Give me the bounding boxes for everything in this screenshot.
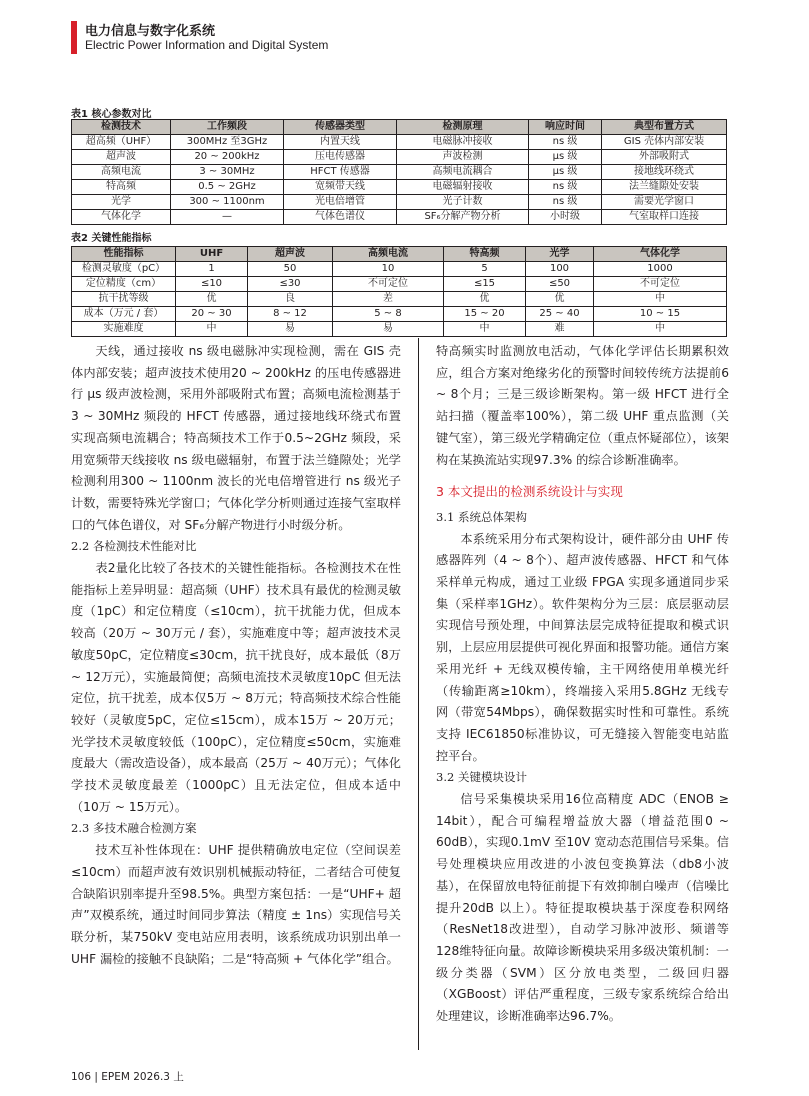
subsection-heading: 2.2 各检测技术性能对比 bbox=[71, 539, 197, 554]
t2-header-cell: 性能指标 bbox=[72, 247, 176, 262]
table-cell: 20 ~ 200kHz bbox=[171, 150, 284, 165]
table-row bbox=[72, 277, 727, 292]
table-cell: 优 bbox=[444, 292, 526, 307]
left-text-column bbox=[71, 341, 401, 970]
section-heading: 3 本文提出的检测系统设计与实现 bbox=[436, 484, 623, 500]
table2-performance-metrics bbox=[71, 246, 727, 337]
table-cell: 5 bbox=[444, 262, 526, 277]
table-cell: 超声波 bbox=[72, 150, 171, 165]
table-cell: 难 bbox=[526, 322, 594, 337]
table-cell: 气体色谱仪 bbox=[284, 210, 397, 225]
t2-header-cell: 超声波 bbox=[248, 247, 333, 262]
table-cell: 气体化学 bbox=[72, 210, 171, 225]
subsection-heading: 3.1 系统总体架构 bbox=[436, 509, 527, 524]
table-cell: 不可定位 bbox=[594, 277, 727, 292]
table-cell: HFCT 传感器 bbox=[284, 165, 397, 180]
table-cell: ≤15 bbox=[444, 277, 526, 292]
table-cell: 超高频（UHF） bbox=[72, 135, 171, 150]
column-divider bbox=[418, 338, 419, 1050]
table-cell: 25 ~ 40 bbox=[526, 307, 594, 322]
table-cell: 100 bbox=[526, 262, 594, 277]
table-cell: ≤30 bbox=[248, 277, 333, 292]
table-cell: 8 ~ 12 bbox=[248, 307, 333, 322]
table-cell: 10 ~ 15 bbox=[594, 307, 727, 322]
body-paragraph: 表2量化比较了各技术的关键性能指标。各检测技术在性能指标上差异明显：超高频（UHF）技术具有最优的检测灵敏度（1pC）和定位精度（≤10cm），抗干扰能力优，但成本较高（20万 ~ 30万元 / 套），实施难度中等；超声波技术灵敏度50pC，定位精度≤30cm，抗干扰良好，成本最低（8万 ~ 12万元），实施最简便；高频电流技术灵敏度10pC 但无法定位，抗干扰差，成本仅5万 ~ 8万元；特高频技术综合性能较好（灵敏度5pC，定位≤15cm），成本15万 ~ 20万元；光学技术灵敏度较低（100pC），定位精度≤50cm，实施难度最大（需改造设备），成本最高（25万 ~ 40万元）；气体化学技术灵敏度最差（1000pC）且无法定位，但成本适中（10万 ~ 15万元）。 bbox=[71, 561, 401, 814]
table-cell: 压电传感器 bbox=[284, 150, 397, 165]
table-cell: 需要光学窗口 bbox=[602, 195, 727, 210]
table-cell: 光学 bbox=[72, 195, 171, 210]
table1-core-parameters bbox=[71, 119, 727, 225]
table-cell: 高频电流 bbox=[72, 165, 171, 180]
table2-caption: 表2 关键性能指标 bbox=[71, 233, 152, 244]
table-cell: — bbox=[171, 210, 284, 225]
table-cell: SF₆分解产物分析 bbox=[397, 210, 529, 225]
table-cell: 1 bbox=[176, 262, 248, 277]
table-cell: ns 级 bbox=[529, 135, 602, 150]
table-cell: 300MHz 至3GHz bbox=[171, 135, 284, 150]
table-cell: 中 bbox=[594, 292, 727, 307]
table-cell: ns 级 bbox=[529, 195, 602, 210]
t2-header-cell: 特高频 bbox=[444, 247, 526, 262]
table-cell: ns 级 bbox=[529, 180, 602, 195]
t1-header-cell: 传感器类型 bbox=[284, 120, 397, 135]
table-cell: 抗干扰等级 bbox=[72, 292, 176, 307]
table-row bbox=[72, 150, 727, 165]
t2-header-cell: UHF bbox=[176, 247, 248, 262]
table-row bbox=[72, 262, 727, 277]
journal-title-cn: 电力信息与数字化系统 bbox=[85, 24, 216, 39]
body-paragraph: 技术互补性体现在：UHF 提供精确放电定位（空间误差≤10cm）而超声波有效识别机械振动特征，二者结合可使复合缺陷识别率提升至98.5%。典型方案包括：一是“UHF+ 超声”双模系统，通过时间同步算法（精度 ± 1ns）实现信号关联分析，某750kV 变电站应用表明，该系统成功识别出单一 UHF 漏检的接触不良缺陷；二是“特高频 + 气体化学”组合。 bbox=[71, 843, 401, 966]
subsection-heading: 2.3 多技术融合检测方案 bbox=[71, 821, 197, 836]
t1-header-cell: 响应时间 bbox=[529, 120, 602, 135]
table-cell: 良 bbox=[248, 292, 333, 307]
table-cell: 内置天线 bbox=[284, 135, 397, 150]
table-cell: 易 bbox=[248, 322, 333, 337]
table-cell: ≤10 bbox=[176, 277, 248, 292]
table1-caption: 表1 核心参数对比 bbox=[71, 109, 152, 120]
t1-header-cell: 工作频段 bbox=[171, 120, 284, 135]
page-footer: 106 | EPEM 2026.3 上 bbox=[71, 1071, 184, 1083]
t2-header-cell: 光学 bbox=[526, 247, 594, 262]
body-paragraph: 信号采集模块采用16位高精度 ADC（ENOB ≥ 14bit），配合可编程增益放大器（增益范围0 ~ 60dB），实现0.1mV 至10V 宽动态范围信号采集。信号处理模块应用改进的小波包变换算法（db8小波基），在保留放电特征前提下有效抑制白噪声（信噪比提升20dB 以上）。特征提取模块基于深度卷积网络（ResNet18改进型），自动学习脉冲波形、频谱等128维特征向量。故障诊断模块采用多级决策机制：一级分类器（SVM）区分放电类型，二级回归器（XGBoost）评估严重程度，三级专家系统综合给出处理建议，诊断准确率达96.7%。 bbox=[436, 792, 729, 1024]
table-row bbox=[72, 165, 727, 180]
table-cell: 宽频带天线 bbox=[284, 180, 397, 195]
table-cell: 成本（万元 / 套） bbox=[72, 307, 176, 322]
table-cell: 气室取样口连接 bbox=[602, 210, 727, 225]
table-cell: ≤50 bbox=[526, 277, 594, 292]
table-cell: 不可定位 bbox=[333, 277, 444, 292]
table-cell: 中 bbox=[444, 322, 526, 337]
table-cell: 电磁脉冲接收 bbox=[397, 135, 529, 150]
table-cell: 声波检测 bbox=[397, 150, 529, 165]
table-cell: 20 ~ 30 bbox=[176, 307, 248, 322]
table-row bbox=[72, 307, 727, 322]
t1-header-cell: 典型布置方式 bbox=[602, 120, 727, 135]
table-cell: 实施难度 bbox=[72, 322, 176, 337]
table-cell: 优 bbox=[526, 292, 594, 307]
table-cell: μs 级 bbox=[529, 150, 602, 165]
journal-title-en: Electric Power Information and Digital System bbox=[85, 38, 329, 52]
table-row bbox=[72, 180, 727, 195]
table-cell: 外部吸附式 bbox=[602, 150, 727, 165]
table-cell: 特高频 bbox=[72, 180, 171, 195]
table-cell: 易 bbox=[333, 322, 444, 337]
table-cell: 中 bbox=[176, 322, 248, 337]
subsection-heading: 3.2 关键模块设计 bbox=[436, 770, 527, 785]
table-row bbox=[72, 135, 727, 150]
body-paragraph: 天线，通过接收 ns 级电磁脉冲实现检测，需在 GIS 壳体内部安装；超声波技术使用20 ~ 200kHz 的压电传感器进行 μs 级声波检测，采用外部吸附式布置；高频电流检测基于3 ~ 30MHz 频段的 HFCT 传感器，通过接地线环绕式布置实现高频电流耦合；特高频技术工作于0.5~2GHz 频段，采用宽频带天线接收 ns 级电磁辐射，布置于法兰缝隙处；光学检测利用300 ~ 1100nm 波长的光电倍增管进行 ns 级光子计数，需要特殊光学窗口；气体化学分析则通过连接气室取样口的气体色谱仪，对 SF₆分解产物进行小时级分析。 bbox=[71, 344, 401, 532]
table-cell: GIS 壳体内部安装 bbox=[602, 135, 727, 150]
header-accent-bar bbox=[71, 21, 77, 54]
table-cell: 差 bbox=[333, 292, 444, 307]
t1-header-cell: 检测技术 bbox=[72, 120, 171, 135]
table-cell: 定位精度（cm） bbox=[72, 277, 176, 292]
table-cell: 小时级 bbox=[529, 210, 602, 225]
right-text-column bbox=[436, 341, 729, 1028]
table-cell: 1000 bbox=[594, 262, 727, 277]
table-cell: 优 bbox=[176, 292, 248, 307]
table-cell: 300 ~ 1100nm bbox=[171, 195, 284, 210]
table-cell: 法兰缝隙处安装 bbox=[602, 180, 727, 195]
table-cell: 中 bbox=[594, 322, 727, 337]
table-row bbox=[72, 292, 727, 307]
table-cell: 50 bbox=[248, 262, 333, 277]
table-cell: 接地线环绕式 bbox=[602, 165, 727, 180]
table-cell: 检测灵敏度（pC） bbox=[72, 262, 176, 277]
table-cell: 光电倍增管 bbox=[284, 195, 397, 210]
table-row bbox=[72, 322, 727, 337]
t2-header-cell: 气体化学 bbox=[594, 247, 727, 262]
table-cell: μs 级 bbox=[529, 165, 602, 180]
table-cell: 高频电流耦合 bbox=[397, 165, 529, 180]
body-paragraph-continued: 特高频实时监测放电活动，气体化学评估长期累积效应，组合方案对绝缘劣化的预警时间较传统方法提前6 ~ 8个月；三是三级诊断架构。第一级 HFCT 进行全站扫描（覆盖率100%），第二级 UHF 重点监测（关键气室），第三级光学精确定位（重点怀疑部位），该架构在某换流站实现97.3% 的综合诊断准确率。 bbox=[436, 344, 729, 467]
table-cell: 5 ~ 8 bbox=[333, 307, 444, 322]
table-cell: 0.5 ~ 2GHz bbox=[171, 180, 284, 195]
table-cell: 光子计数 bbox=[397, 195, 529, 210]
t1-header-cell: 检测原理 bbox=[397, 120, 529, 135]
body-paragraph: 本系统采用分布式架构设计，硬件部分由 UHF 传感器阵列（4 ~ 8个）、超声波传感器、HFCT 和气体采样单元构成，通过工业级 FPGA 实现多通道同步采集（采样率1GHz）。软件架构分为三层：底层驱动层实现信号预处理，中间算法层完成特征提取和模式识别，上层应用层提供可视化界面和报警功能。通信方案采用光纤 + 无线双模传输，主干网络使用单模光纤（传输距离≥10km），终端接入采用5.8GHz 无线专网（带宽54Mbps），确保数据实时性和可靠性。系统支持 IEC61850标准协议，可无缝接入智能变电站监控平台。 bbox=[436, 531, 729, 763]
table-cell: 10 bbox=[333, 262, 444, 277]
t2-header-cell: 高频电流 bbox=[333, 247, 444, 262]
table-cell: 电磁辐射接收 bbox=[397, 180, 529, 195]
table-cell: 15 ~ 20 bbox=[444, 307, 526, 322]
table-cell: 3 ~ 30MHz bbox=[171, 165, 284, 180]
table-row bbox=[72, 210, 727, 225]
table-row bbox=[72, 195, 727, 210]
